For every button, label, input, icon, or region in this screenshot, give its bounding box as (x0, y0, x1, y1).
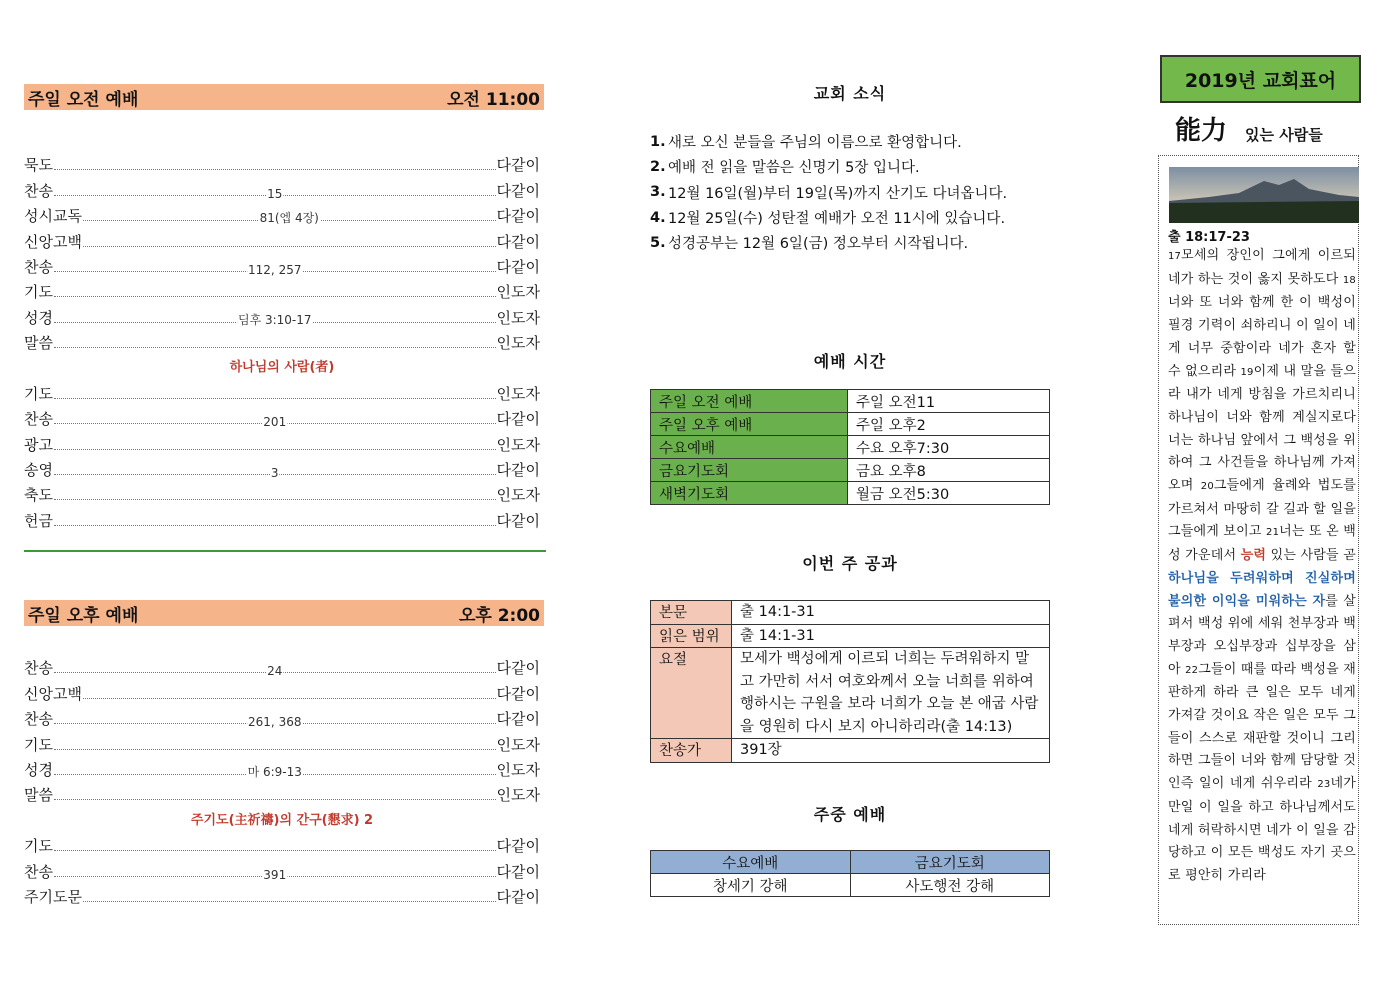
verse-segment: 너와 또 너와 함께 한 이 백성이 필경 기력이 쇠하리니 이 일이 네게 너무 중함이라 네가 혼자 할 수 없으리라 (1168, 295, 1356, 379)
table-header-row (651, 851, 1050, 874)
order-item: 말씀 (24, 786, 53, 805)
order-item: 기도 (24, 735, 53, 754)
news-item-text: 12월 16일(월)부터 19일(목)까지 산기도 다녀옵니다. (668, 185, 1008, 202)
order-detail: 딤후 3:10-17 (237, 312, 312, 327)
order-item: 찬송 (24, 181, 53, 200)
order-item: 찬송 (24, 710, 53, 729)
table-row (651, 874, 1050, 897)
news-item (650, 154, 1070, 179)
order-detail: 3 (270, 466, 279, 481)
dotted-leader (54, 867, 496, 882)
midweek-table (650, 850, 1050, 897)
table-row (651, 648, 1050, 739)
order-leader: 다같이 (496, 410, 540, 429)
motto-hanja: 能力 (1175, 116, 1228, 146)
table-row (651, 482, 1050, 505)
order-leader: 다같이 (496, 232, 540, 251)
order-leader: 인도자 (496, 308, 540, 327)
afternoon-service-header (24, 600, 544, 626)
table-row (651, 390, 1050, 413)
news-item (650, 230, 1070, 255)
sermon-title: 하나님의 사람(者) (229, 360, 335, 376)
order-row (24, 780, 540, 805)
afternoon-service-title: 주일 오후 예배 (28, 605, 139, 626)
table-cell-label: 주일 오전 예배 (651, 390, 848, 413)
table-cell-value: 수요 오후7:30 (848, 436, 1050, 459)
order-item: 신앙고백 (24, 232, 82, 251)
table-row (651, 601, 1050, 625)
order-leader: 다같이 (496, 181, 540, 200)
verse-number: 17 (1168, 251, 1182, 262)
news-item-number: 4. (650, 209, 666, 226)
news-item-text: 12월 25일(수) 성탄절 예배가 오전 11시에 있습니다. (668, 211, 1006, 228)
verse-text (1168, 245, 1356, 888)
order-leader: 다같이 (496, 461, 540, 480)
order-row (24, 277, 540, 302)
order-row (24, 882, 540, 907)
verse-segment: 그들에게 율례와 법도를 가르쳐서 마땅히 갈 길과 할 일을 그들에게 보이고 (1168, 478, 1356, 540)
order-item: 찬송 (24, 410, 53, 429)
motto-text: 있는 사람들 (1245, 126, 1323, 144)
dotted-leader (54, 312, 496, 327)
order-leader: 인도자 (496, 435, 540, 454)
verse-segment: 모세의 장인이 그에게 이르되 네가 하는 것이 옳지 못하도다 (1168, 248, 1356, 287)
table-header-cell: 수요예배 (651, 851, 851, 874)
news-item-text: 성경공부는 12월 6일(금) 정오부터 시작됩니다. (668, 236, 969, 253)
table-cell-value: 주일 오후2 (848, 413, 1050, 436)
order-detail: 261, 368 (248, 715, 302, 730)
order-item: 기도 (24, 384, 53, 403)
dotted-leader (54, 525, 496, 526)
verse-number: 20 (1200, 481, 1214, 493)
dotted-leader (54, 449, 496, 450)
table-cell-value: 391장 (732, 739, 1050, 763)
order-row (24, 831, 540, 856)
table-cell-label: 본문 (651, 601, 732, 625)
table-row (651, 624, 1050, 648)
table-cell-value: 출 14:1-31 (732, 601, 1050, 625)
order-leader: 다같이 (496, 207, 540, 226)
sermon-title-row (24, 353, 540, 378)
morning-service-time: 오전 11:00 (447, 89, 540, 110)
verse-number: 18 (1342, 274, 1356, 286)
order-leader: 다같이 (496, 511, 540, 530)
verse-segment: 네가 만일 이 일을 하고 하나님께서도 네게 허락하시면 네가 이 일을 감당하고 이 모든 백성도 자기 곳으로 평안히 가리라 (1168, 776, 1356, 883)
dotted-leader (54, 169, 496, 170)
order-item: 성경 (24, 308, 53, 327)
order-detail: 81(엡 4장) (259, 211, 319, 226)
sermon-title-row (24, 805, 540, 830)
order-item: 주기도문 (24, 887, 82, 906)
news-item (650, 129, 1070, 154)
table-row (651, 413, 1050, 436)
order-row (24, 302, 540, 327)
lesson-title: 이번 주 공과 (802, 554, 898, 573)
news-item-number: 5. (650, 234, 666, 251)
table-cell-value: 모세가 백성에게 이르되 너희는 두려워하지 말고 가만히 서서 여호와께서 오늘 너희를 위하여 행하시는 구원을 보라 너희가 오늘 본 애굽 사람을 영원히 다시 보지 아니하리라(출 14:13) (732, 648, 1050, 739)
order-detail: 201 (263, 415, 287, 430)
verse-reference: 출 18:17-23 (1168, 230, 1250, 245)
order-leader: 다같이 (496, 887, 540, 906)
dotted-leader (54, 415, 496, 430)
order-row (24, 729, 540, 754)
service-times-table (650, 389, 1050, 505)
dotted-leader (54, 262, 496, 277)
table-cell-label: 요절 (651, 648, 732, 739)
afternoon-service-time: 오후 2:00 (458, 605, 540, 626)
table-cell-value: 월금 오전5:30 (848, 482, 1050, 505)
order-row (24, 379, 540, 404)
lesson-table (650, 600, 1050, 763)
table-cell-label: 주일 오후 예배 (651, 413, 848, 436)
order-item: 신앙고백 (24, 684, 82, 703)
order-item: 찬송 (24, 257, 53, 276)
dotted-leader (54, 749, 496, 750)
dotted-leader (54, 499, 496, 500)
dotted-leader (54, 715, 496, 730)
order-row (24, 404, 540, 429)
order-detail: 15 (267, 186, 283, 201)
news-item-text: 새로 오신 분들을 주님의 이름으로 환영합니다. (668, 135, 962, 152)
order-leader: 다같이 (496, 659, 540, 678)
verse-highlight-red: 능력 (1240, 548, 1267, 564)
verse-segment: 있는 사람들 곧 (1266, 548, 1356, 564)
order-row (24, 201, 540, 226)
table-cell-value: 사도행전 강해 (850, 874, 1050, 897)
order-item: 성경 (24, 760, 53, 779)
table-cell-value: 창세기 강해 (651, 874, 851, 897)
section-divider (24, 550, 546, 552)
news-item (650, 205, 1070, 230)
order-leader: 다같이 (496, 156, 540, 175)
order-detail: 391 (263, 867, 287, 882)
order-item: 말씀 (24, 334, 53, 353)
morning-order-list (24, 150, 540, 531)
table-cell-label: 새벽기도회 (651, 482, 848, 505)
order-row (24, 455, 540, 480)
order-row (24, 678, 540, 703)
order-item: 축도 (24, 486, 53, 505)
motto-line (1175, 110, 1323, 147)
table-cell-label: 수요예배 (651, 436, 848, 459)
order-row (24, 704, 540, 729)
order-item: 기도 (24, 837, 53, 856)
verse-number: 22 (1185, 664, 1199, 676)
dotted-leader (54, 664, 496, 679)
dotted-leader (54, 466, 496, 481)
sermon-title: 주기도(主祈禱)의 간구(懇求) 2 (190, 812, 374, 828)
order-row (24, 480, 540, 505)
verse-number: 23 (1317, 779, 1331, 791)
news-item-number: 1. (650, 133, 666, 150)
dotted-leader (54, 850, 496, 851)
table-cell-value: 금요 오후8 (848, 459, 1050, 482)
dotted-leader (54, 347, 496, 348)
order-detail: 112, 257 (248, 262, 302, 277)
order-leader: 인도자 (496, 334, 540, 353)
dotted-leader (54, 764, 496, 779)
order-detail: 24 (267, 664, 283, 679)
order-leader: 인도자 (496, 486, 540, 505)
afternoon-order-list (24, 653, 540, 907)
dotted-leader (83, 246, 496, 247)
table-row (651, 436, 1050, 459)
news-item-number: 3. (650, 184, 666, 201)
order-item: 찬송 (24, 862, 53, 881)
motto-year-box (1160, 55, 1361, 103)
dotted-leader (83, 901, 496, 902)
order-item: 성시교독 (24, 207, 82, 226)
news-title: 교회 소식 (813, 84, 887, 103)
news-item (650, 180, 1070, 205)
dotted-leader (83, 211, 496, 226)
midweek-title: 주중 예배 (813, 805, 887, 824)
order-item: 묵도 (24, 156, 53, 175)
order-leader: 인도자 (496, 760, 540, 779)
table-row (651, 739, 1050, 763)
table-cell-value: 출 14:1-31 (732, 624, 1050, 648)
order-leader: 다같이 (496, 862, 540, 881)
order-leader: 인도자 (496, 786, 540, 805)
table-cell-label: 금요기도회 (651, 459, 848, 482)
news-item-text: 예배 전 읽을 말씀은 신명기 5장 입니다. (668, 160, 920, 177)
order-row (24, 226, 540, 251)
order-row (24, 755, 540, 780)
table-cell-value: 주일 오전11 (848, 390, 1050, 413)
morning-service-header (24, 84, 544, 110)
order-leader: 다같이 (496, 684, 540, 703)
verse-segment: 그들이 때를 따라 백성을 재판하게 하라 큰 일은 모두 네게 가져갈 것이요 작은 일은 모두 그들이 스스로 재판할 것이니 그리하면 그들이 너와 함께 담당할 것인즉 일이 네게 쉬우리라 (1168, 661, 1357, 792)
dotted-leader (83, 698, 496, 699)
order-row (24, 505, 540, 530)
order-item: 찬송 (24, 659, 53, 678)
table-header-cell: 금요기도회 (850, 851, 1050, 874)
order-leader: 다같이 (496, 710, 540, 729)
order-item: 광고 (24, 435, 53, 454)
service-times-title: 예배 시간 (813, 352, 887, 371)
order-row (24, 175, 540, 200)
verse-number: 19 (1240, 366, 1254, 378)
verse-segment: 이제 내 말을 들으라 내가 네게 방침을 가르치리니 하나님이 너와 함께 계실지로다 너는 하나님 앞에서 그 백성을 위하여 그 사건들을 하나님께 가져오며 (1168, 363, 1356, 494)
morning-service-title: 주일 오전 예배 (28, 89, 139, 110)
order-detail: 마 6:9-13 (247, 764, 302, 779)
verse-segment: 너는 또 온 백성 가운데서 (1168, 524, 1356, 564)
order-leader: 인도자 (496, 384, 540, 403)
mountain-image (1169, 167, 1359, 223)
order-row (24, 653, 540, 678)
verse-highlight-blue: 하나님을 두려워하며 진실하며 불의한 이익을 미워하는 자 (1168, 570, 1356, 609)
dotted-leader (54, 799, 496, 800)
table-cell-label: 읽은 범위 (651, 624, 732, 648)
order-row (24, 150, 540, 175)
order-leader: 인도자 (496, 735, 540, 754)
verse-number: 21 (1266, 527, 1280, 539)
news-item-number: 2. (650, 158, 666, 175)
dotted-leader (54, 398, 496, 399)
verse-segment: 를 살펴서 백성 위에 세워 천부장과 백부장과 오십부장과 십부장을 삼아 (1168, 593, 1356, 677)
order-row (24, 328, 540, 353)
table-cell-label: 찬송가 (651, 739, 732, 763)
dotted-leader (54, 296, 496, 297)
order-row (24, 252, 540, 277)
order-item: 기도 (24, 283, 53, 302)
order-row (24, 856, 540, 881)
dotted-leader (54, 186, 496, 201)
order-item: 송영 (24, 461, 53, 480)
news-list (650, 129, 1070, 255)
order-leader: 다같이 (496, 837, 540, 856)
order-row (24, 429, 540, 454)
order-leader: 다같이 (496, 257, 540, 276)
order-leader: 인도자 (496, 283, 540, 302)
motto-year-title: 2019년 교회표어 (1184, 69, 1337, 92)
table-row (651, 459, 1050, 482)
order-item: 헌금 (24, 511, 53, 530)
